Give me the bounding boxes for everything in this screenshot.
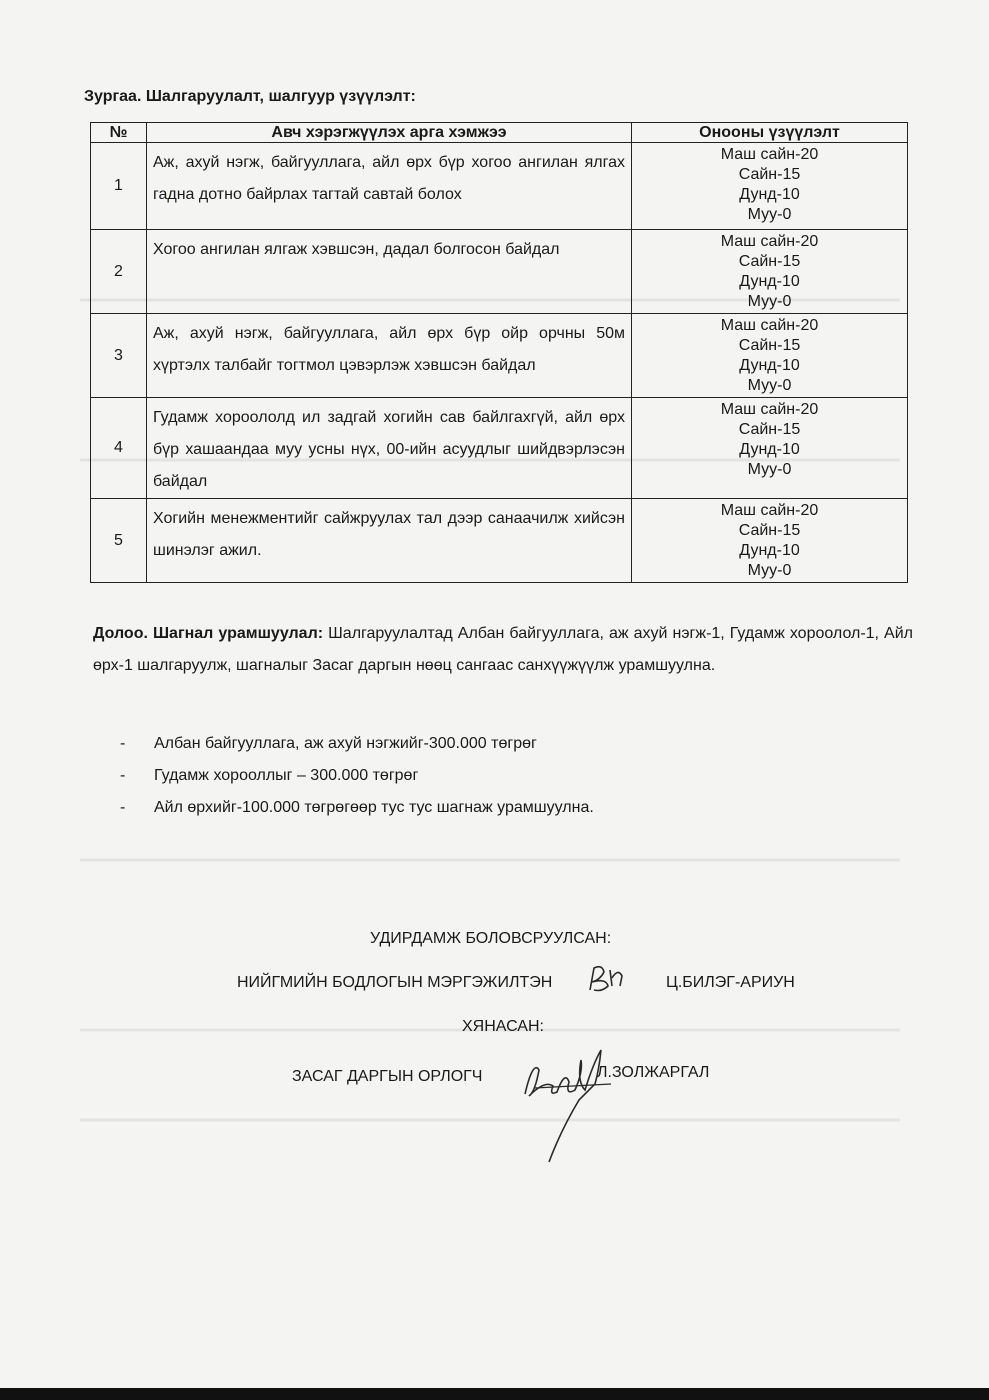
table-header-row xyxy=(91,123,908,143)
score-average: Дунд-10 xyxy=(739,186,800,203)
score-excellent: Маш сайн-20 xyxy=(720,146,819,163)
prepared-title: НИЙГМИЙН БОДЛОГЫН МЭРГЭЖИЛТЭН xyxy=(237,974,553,991)
row-scores xyxy=(632,143,908,230)
award-item-household: Айл өрхийг-100.000 төгрөгөөр тус тус шагнаж урамшуулна. xyxy=(154,799,594,816)
score-poor: Муу-0 xyxy=(747,562,792,579)
list-dash: - xyxy=(120,735,126,752)
score-average: Дунд-10 xyxy=(739,273,800,290)
list-item xyxy=(120,792,594,824)
table-row xyxy=(91,398,908,499)
row-number: 5 xyxy=(91,499,147,583)
reviewed-title: ЗАСАГ ДАРГЫН ОРЛОГЧ xyxy=(292,1068,483,1085)
score-good: Сайн-15 xyxy=(738,421,801,438)
row-number: 2 xyxy=(91,230,147,314)
row-measure: Гудамж хороололд ил задгай хогийн сав байлгахгүй, айл өрх бүр хашаандаа муу усны нүх, 00-ийн асуудлыг шийдвэрлэсэн байдал xyxy=(147,398,632,499)
row-measure: Аж, ахуй нэгж, байгууллага, айл өрх бүр хогоо ангилан ялгах гадна дотно байрлах тагтай савтай болох xyxy=(147,143,632,230)
score-excellent: Маш сайн-20 xyxy=(720,502,819,519)
list-dash: - xyxy=(120,799,126,816)
score-poor: Муу-0 xyxy=(747,293,792,310)
award-list xyxy=(120,728,594,824)
reviewed-signature-icon xyxy=(515,1030,635,1170)
score-good: Сайн-15 xyxy=(738,522,801,539)
award-heading: Долоо. Шагнал урамшуулал: xyxy=(93,625,324,642)
row-measure: Хогоо ангилан ялгаж хэвшсэн, дадал болгосон байдал xyxy=(147,230,632,314)
row-number: 4 xyxy=(91,398,147,499)
score-excellent: Маш сайн-20 xyxy=(720,401,819,418)
score-good: Сайн-15 xyxy=(738,166,801,183)
list-item xyxy=(120,728,594,760)
row-scores xyxy=(632,230,908,314)
header-number: № xyxy=(91,123,147,143)
row-scores xyxy=(632,499,908,583)
prepared-signature-icon xyxy=(584,962,628,996)
table-row xyxy=(91,499,908,583)
reviewed-label: ХЯНАСАН: xyxy=(462,1018,544,1035)
award-text: Шалгаруулалтад Албан байгууллага, аж ахуй нэгж-1, Гудамж хороолол-1, Айл өрх-1 шалгаруулж, шагналыг Засаг даргын нөөц сангаас санхүүжүүлж урамшуулна. xyxy=(93,625,914,674)
list-dash: - xyxy=(120,767,126,784)
row-measure: Аж, ахуй нэгж, байгууллага, айл өрх бүр ойр орчны 50м хүртэлх талбайг тогтмол цэвэрлэж хэвшсэн байдал xyxy=(147,314,632,398)
prepared-name: Ц.БИЛЭГ-АРИУН xyxy=(666,974,795,991)
reviewed-name: Л.ЗОЛЖАРГАЛ xyxy=(597,1064,710,1081)
score-average: Дунд-10 xyxy=(739,441,800,458)
award-paragraph xyxy=(93,618,913,682)
score-poor: Муу-0 xyxy=(747,461,792,478)
score-good: Сайн-15 xyxy=(738,337,801,354)
header-measure: Авч хэрэгжүүлэх арга хэмжээ xyxy=(147,123,632,143)
criteria-table xyxy=(90,122,908,583)
score-good: Сайн-15 xyxy=(738,253,801,270)
table-row xyxy=(91,314,908,398)
row-measure: Хогийн менежментийг сайжруулах тал дээр санаачилж хийсэн шинэлэг ажил. xyxy=(147,499,632,583)
score-average: Дунд-10 xyxy=(739,542,800,559)
header-scores: Онооны үзүүлэлт xyxy=(632,123,908,143)
score-poor: Муу-0 xyxy=(747,377,792,394)
score-excellent: Маш сайн-20 xyxy=(720,233,819,250)
table-row xyxy=(91,143,908,230)
list-item xyxy=(120,760,594,792)
section-title: Зургаа. Шалгаруулалт, шалгуур үзүүлэлт: xyxy=(84,88,416,105)
prepared-label: УДИРДАМЖ БОЛОВСРУУЛСАН: xyxy=(370,930,612,947)
table-row xyxy=(91,230,908,314)
scan-edge xyxy=(0,1388,989,1400)
award-item-organization: Албан байгууллага, аж ахуй нэгжийг-300.000 төгрөг xyxy=(154,735,537,752)
row-number: 1 xyxy=(91,143,147,230)
row-scores xyxy=(632,314,908,398)
score-average: Дунд-10 xyxy=(739,357,800,374)
row-number: 3 xyxy=(91,314,147,398)
score-excellent: Маш сайн-20 xyxy=(720,317,819,334)
row-scores xyxy=(632,398,908,499)
score-poor: Муу-0 xyxy=(747,206,792,223)
award-item-street: Гудамж хорооллыг – 300.000 төгрөг xyxy=(154,767,419,784)
